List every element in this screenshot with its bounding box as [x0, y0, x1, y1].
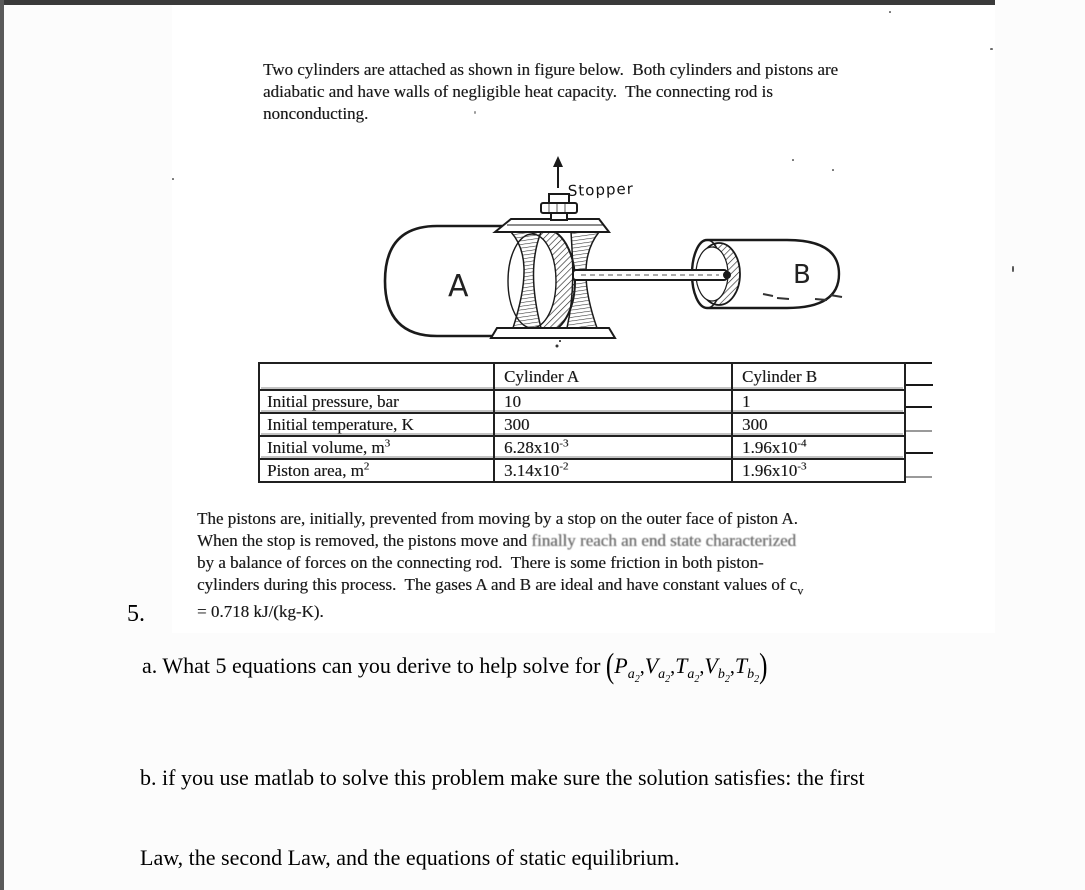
- cylinder-figure: [375, 152, 845, 352]
- table-row: [260, 412, 904, 435]
- cylinder-a-value: 300: [493, 414, 731, 435]
- table-row: [260, 435, 904, 458]
- scan-speck: [990, 48, 993, 50]
- scan-speck: [889, 11, 891, 13]
- table-header-row: [260, 364, 904, 389]
- table-header-cylinder-a: Cylinder A: [493, 364, 731, 389]
- intro-line: nonconducting.: [263, 104, 369, 123]
- scan-speck: [172, 178, 174, 180]
- scan-line-artifact: [906, 406, 932, 408]
- cylinder-b-value: 300: [731, 414, 904, 435]
- stopper-arrow-icon: [553, 156, 563, 188]
- part-a-text: a. What 5 equations can you derive to help solve for: [142, 653, 606, 678]
- cylinder-b-value: $1.96x10^{-4}$: [731, 437, 904, 458]
- intro-paragraph: [263, 59, 838, 125]
- scan-line-artifact: [906, 362, 932, 364]
- cylinder-a-label: A: [448, 269, 469, 304]
- closing-line: = 0.718 kJ/(kg-K).: [197, 602, 324, 622]
- scan-speck: [474, 111, 476, 114]
- closing-line: by a balance of forces on the connecting rod. There is some friction in both piston-: [197, 553, 764, 572]
- stopper-label: Stopper: [567, 179, 635, 200]
- part-b-line: Law, the second Law, and the equations of static equilibrium.: [140, 845, 680, 870]
- part-a: [142, 647, 768, 686]
- cylinder-a-value: $6.28x10^{-3}$: [493, 437, 731, 458]
- scan-line-artifact: [906, 430, 932, 432]
- table-header-empty: [260, 364, 493, 389]
- cylinder-a-value: $3.14x10^{-2}$: [493, 460, 731, 481]
- degraded-scan-text: finally reach an end state characterized: [531, 531, 797, 550]
- scan-line-artifact: [906, 476, 932, 478]
- left-edge-strip: [0, 0, 4, 890]
- top-edge-strip: [0, 0, 995, 5]
- intro-line: Two cylinders are attached as shown in figure below. Both cylinders and pistons are: [263, 60, 839, 79]
- closing-line: The pistons are, initially, prevented from moving by a stop on the outer face of piston A.: [197, 509, 798, 528]
- row-label: Initial temperature, K: [267, 415, 414, 434]
- connecting-rod: [573, 270, 731, 280]
- cylinder-a-value: 10: [493, 391, 731, 412]
- scan-line-artifact: [906, 384, 933, 386]
- scan-line-artifact: [906, 452, 933, 454]
- closing-paragraph: [197, 508, 803, 623]
- table-row: [260, 458, 904, 481]
- cylinder-b-value: $1.96x10^{-3}$: [731, 460, 904, 481]
- part-a-math: $(P_{a_2},V_{a_2},T_{a_2},V_{b_2},T_{b_2})$: [605, 647, 768, 686]
- row-label: Piston area, $m^2$: [267, 460, 370, 480]
- part-b: [140, 712, 865, 890]
- part-b-line: b. if you use matlab to solve this problem make sure the solution satisfies: the first: [140, 765, 865, 790]
- table-header-cylinder-b: Cylinder B: [731, 364, 904, 389]
- scan-speck: [1012, 266, 1014, 272]
- cylinder-b-label: B: [793, 260, 811, 290]
- row-label: Initial volume, $m^3$: [267, 437, 391, 457]
- intro-line: adiabatic and have walls of negligible heat capacity. The connecting rod is: [263, 82, 773, 101]
- properties-table: [258, 362, 906, 483]
- cylinder-b-value: 1: [731, 391, 904, 412]
- scan-dot: [556, 345, 559, 348]
- scan-speck: [559, 340, 561, 342]
- problem-number: 5.: [127, 601, 145, 627]
- scan-speck: [832, 169, 834, 171]
- table-row: [260, 389, 904, 412]
- closing-line: cylinders during this process. The gases A and B are ideal and have constant values of $c_v$: [197, 575, 804, 598]
- row-label: Initial pressure, bar: [267, 392, 399, 411]
- scan-speck: [792, 159, 794, 161]
- closing-line: When the stop is removed, the pistons move and finally reach an end state characterized: [197, 531, 797, 550]
